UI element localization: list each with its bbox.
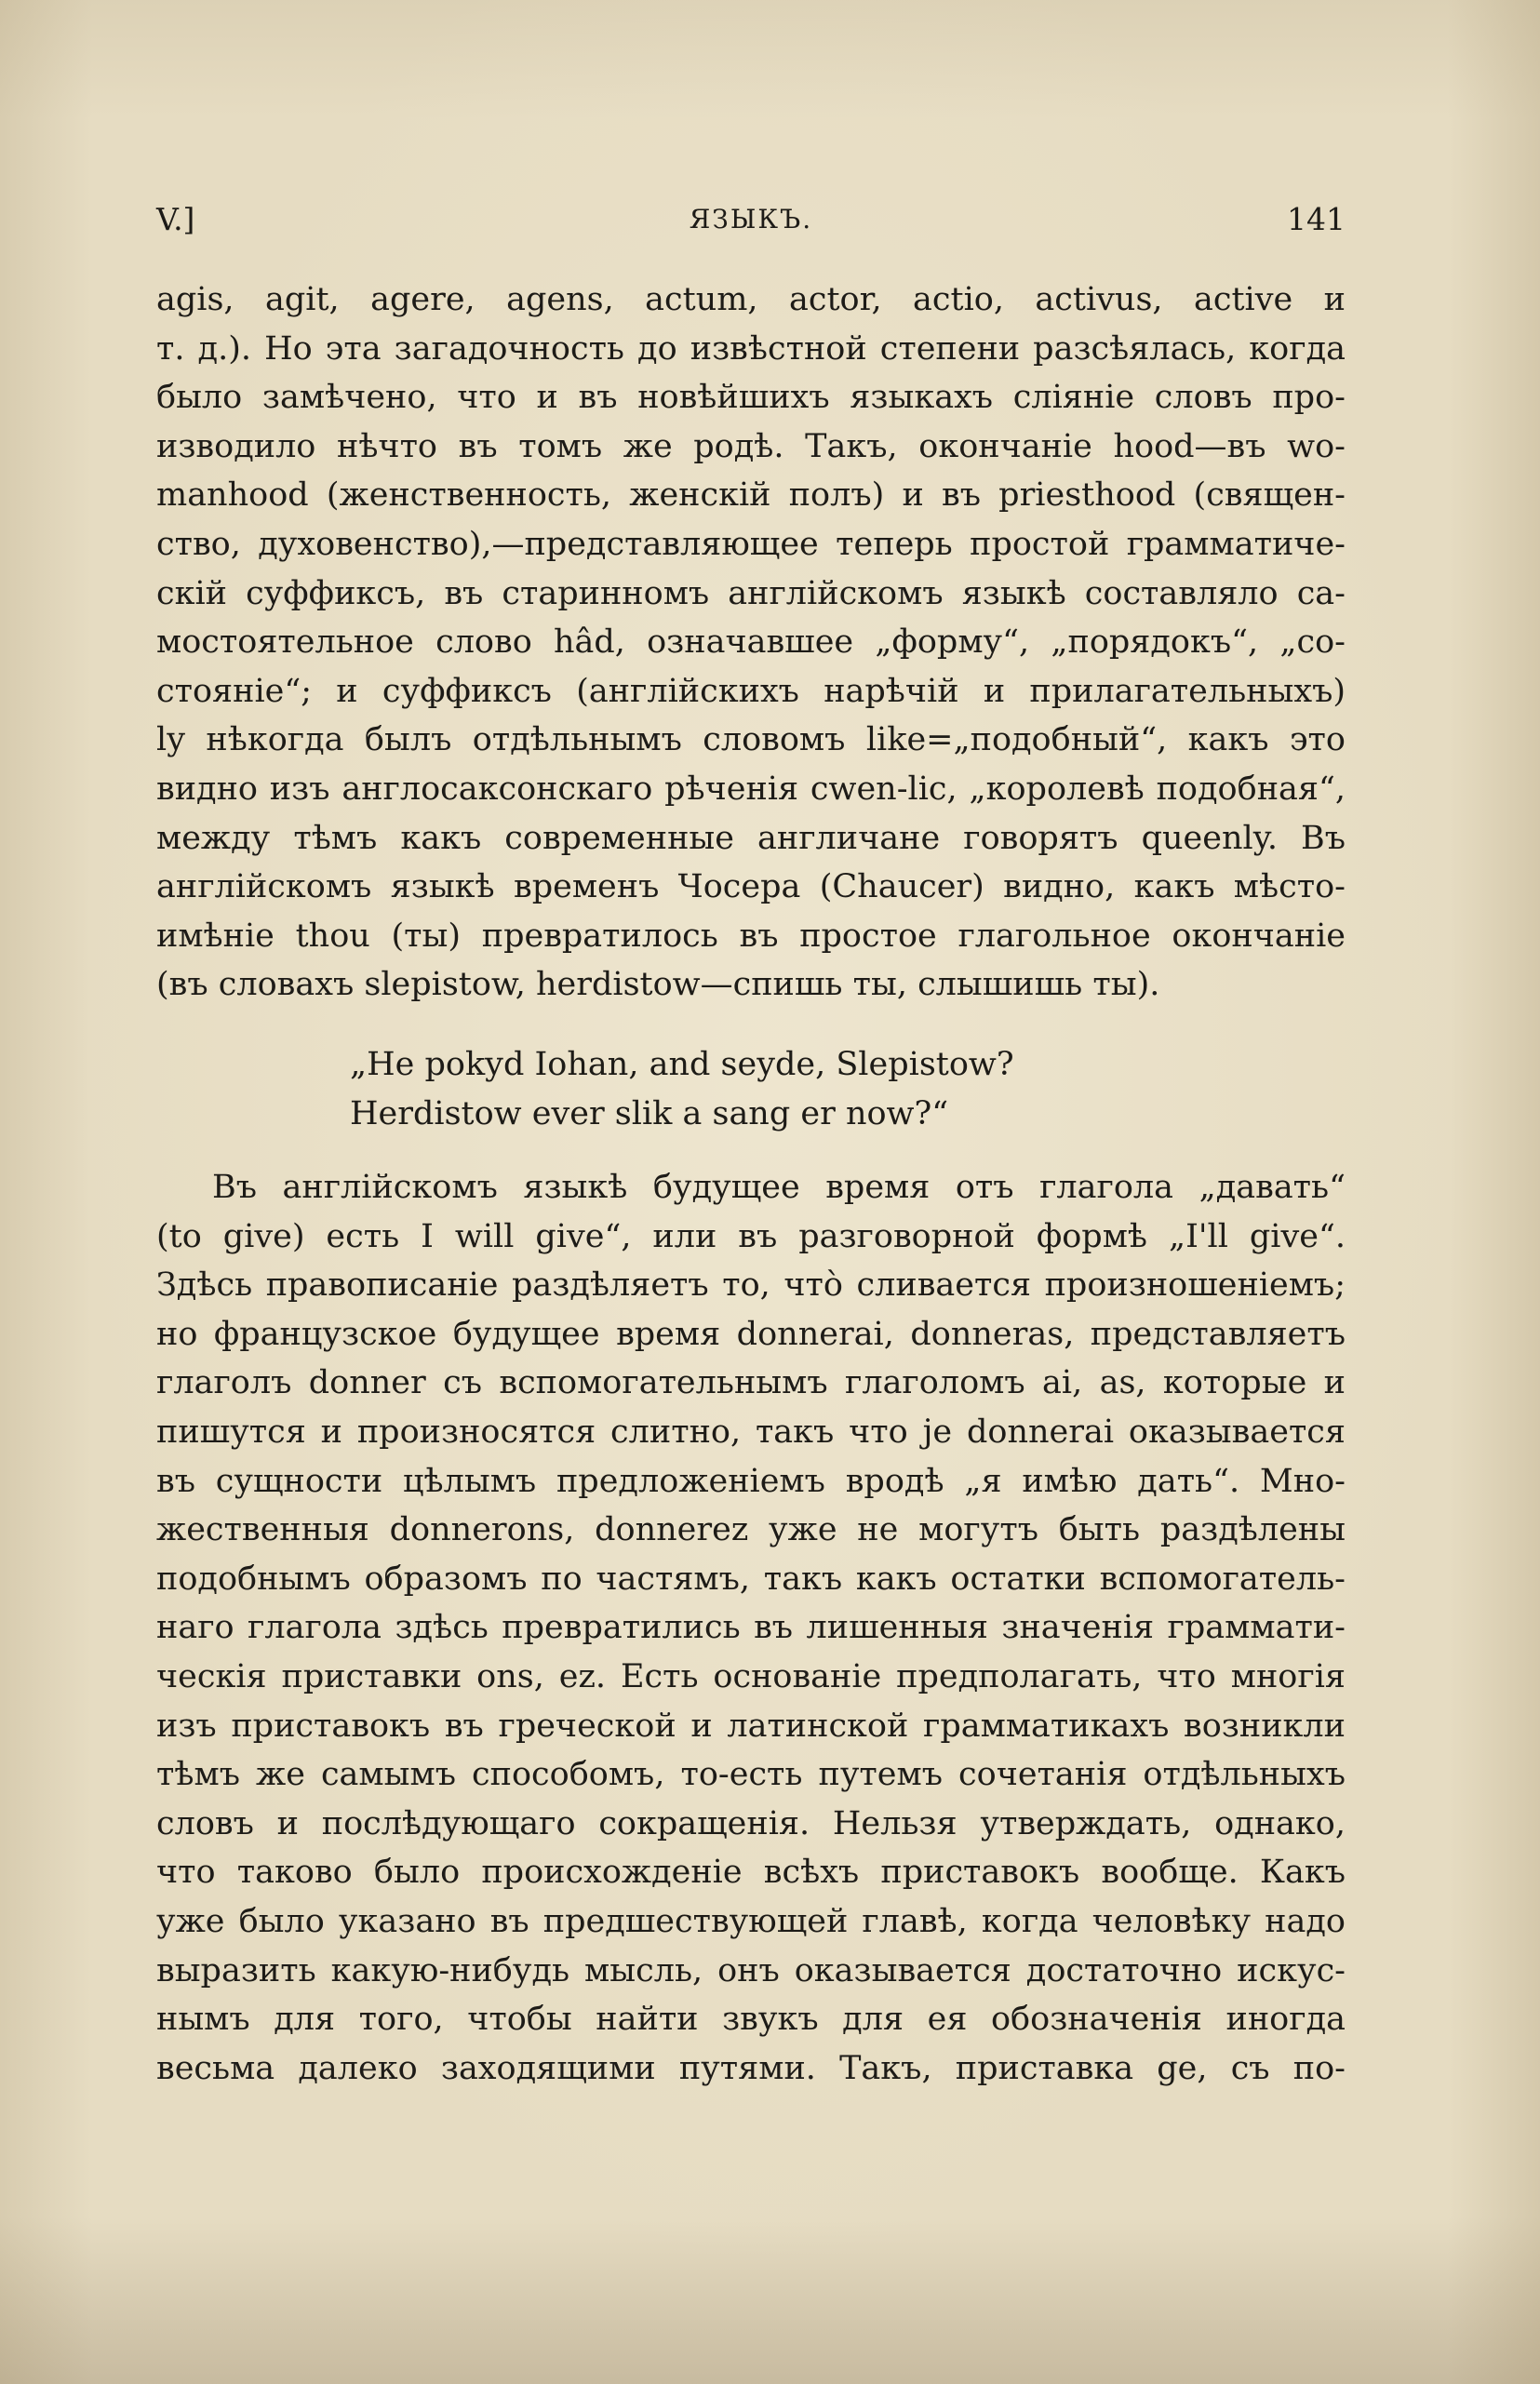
text-line: ческія приставки ons, ez. Есть основаніе предполагать, что многія xyxy=(156,1657,1346,1695)
text-line: пишутся и произносятся слитно, такъ что je donnerai оказывается xyxy=(156,1413,1346,1451)
text-line: нымъ для того, чтобы найти звукъ для ея обозначенія иногда xyxy=(156,2001,1346,2039)
text-line: ly нѣкогда былъ отдѣльнымъ словомъ like=„подобный“, какъ это xyxy=(156,721,1346,759)
page-number: 141 xyxy=(1287,201,1346,237)
text-line: словъ и послѣдующаго сокращенія. Нельзя утверждать, однако, xyxy=(156,1804,1346,1842)
text-line: изводило нѣчто въ томъ же родѣ. Такъ, окончаніе hood—въ wo- xyxy=(156,427,1346,465)
text-line: manhood (женственность, женскій полъ) и въ priesthood (священ- xyxy=(156,476,1346,515)
text-line: между тѣмъ какъ современные англичане говорятъ queenly. Въ xyxy=(156,819,1346,857)
text-line: т. д.). Но эта загадочность до извѣстной степени разсѣялась, когда xyxy=(156,329,1346,368)
verse-line: Herdistow ever slik a sang er now?“ xyxy=(350,1094,949,1132)
text-line: подобнымъ образомъ по частямъ, такъ какъ остатки вспомогатель- xyxy=(156,1560,1346,1598)
text-line: Здѣсь правописаніе раздѣляетъ то, что̀ сливается произношеніемъ; xyxy=(156,1266,1346,1305)
text-line: agis, agit, agere, agens, actum, actor, actio, activus, active и xyxy=(156,281,1346,318)
verse-quotation xyxy=(350,1040,1014,1138)
text-line: но французское будущее время donnerai, donneras, представляетъ xyxy=(156,1315,1346,1353)
text-line: весьма далеко заходящими путями. Такъ, приставка ge, съ по- xyxy=(156,2049,1346,2087)
text-line: (въ словахъ slepistow, herdistow—спишь ты, слышишь ты). xyxy=(156,966,1160,1004)
text-line: тѣмъ же самымъ способомъ, то-есть путемъ сочетанія отдѣльныхъ xyxy=(156,1756,1346,1794)
text-line: (to give) есть I will give“, или въ разговорной формѣ „I'll give“. xyxy=(156,1217,1346,1255)
text-line: что таково было происхожденіе всѣхъ приставокъ вообще. Какъ xyxy=(156,1854,1346,1892)
text-line: наго глагола здѣсь превратились въ лишенныя значенія граммати- xyxy=(156,1609,1346,1647)
chapter-marker: V.] xyxy=(156,201,195,237)
text-line: ство, духовенство),—представляющее теперь простой грамматиче- xyxy=(156,525,1346,563)
text-line: стояніе“; и суффиксъ (англійскихъ нарѣчій и прилагательныхъ) xyxy=(156,672,1346,710)
running-header xyxy=(156,195,1346,244)
text-line: въ сущности цѣлымъ предложеніемъ вродѣ „я имѣю дать“. Мно- xyxy=(156,1462,1346,1500)
text-line: англійскомъ языкѣ временъ Чосера (Chaucer) видно, какъ мѣсто- xyxy=(156,868,1346,906)
text-line: Въ англійскомъ языкѣ будущее время отъ глагола „давать“ xyxy=(212,1169,1346,1206)
text-line: мостоятельное слово hâd, означавшее „форму“, „порядокъ“, „со- xyxy=(156,623,1346,662)
page-title: ЯЗЫКЪ. xyxy=(689,204,813,234)
text-line: было замѣчено, что и въ новѣйшихъ языкахъ сліяніе словъ про- xyxy=(156,379,1346,417)
text-line: видно изъ англосаксонскаго рѣченія cwen-lic, „королевѣ подобная“, xyxy=(156,770,1346,808)
text-line: жественныя donnerons, donnerez уже не могутъ быть раздѣлены xyxy=(156,1511,1346,1549)
text-line: скій суффиксъ, въ старинномъ англійскомъ языкѣ составляло са- xyxy=(156,574,1346,612)
verse-line: „He pokyd Iohan, and seyde, Slepistow? xyxy=(350,1046,1014,1083)
text-line: уже было указано въ предшествующей главѣ, когда человѣку надо xyxy=(156,1902,1346,1940)
paragraph-2 xyxy=(156,1163,1346,2093)
text-line: имѣніе thou (ты) превратилось въ простое глагольное окончаніе xyxy=(156,917,1346,955)
text-line: изъ приставокъ въ греческой и латинской грамматикахъ возникли xyxy=(156,1707,1346,1745)
text-line: выразить какую-нибудь мысль, онъ оказывается достаточно искус- xyxy=(156,1951,1346,1989)
paragraph-1 xyxy=(156,275,1346,1010)
text-line: глаголъ donner съ вспомогательнымъ глаголомъ ai, as, которые и xyxy=(156,1364,1346,1402)
